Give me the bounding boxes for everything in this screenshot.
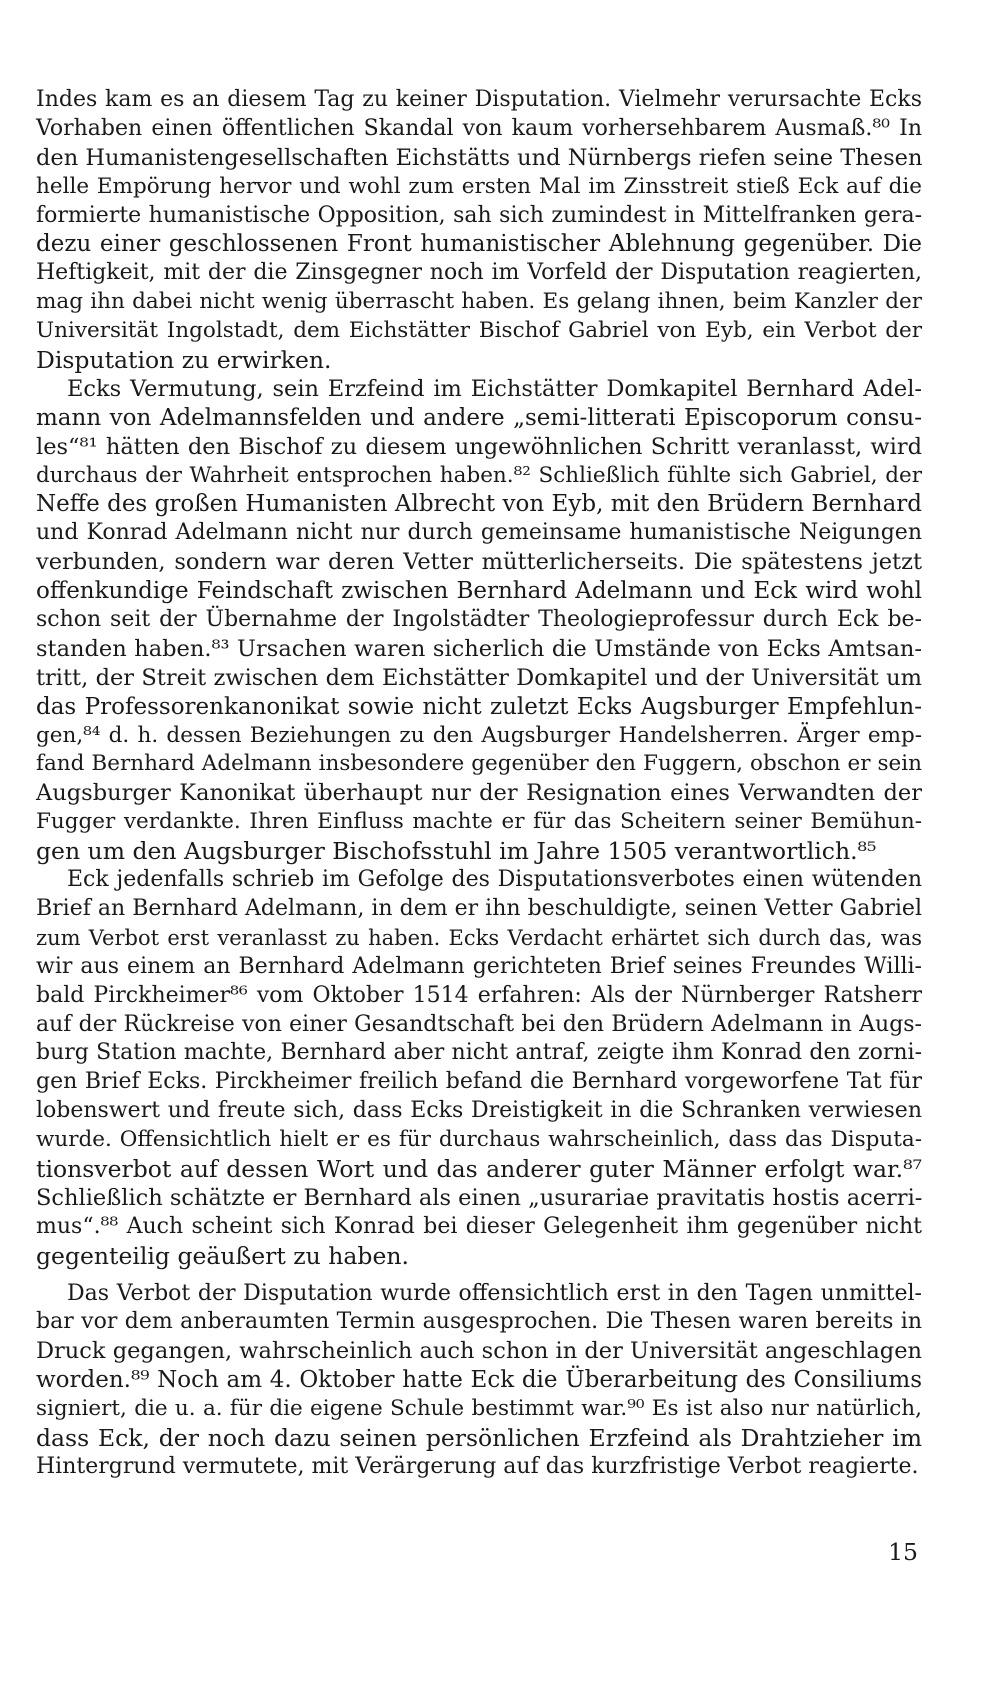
text-line: Indes kam es an diesem Tag zu keiner Disputation. Vielmehr verursachte Ecks — [36, 87, 922, 112]
text-line: mann von Adelmannsfelden und andere „semi-litterati Episcoporum consu- — [36, 404, 922, 431]
text-line: burg Station machte, Bernhard aber nicht antraf, zeigte ihm Konrad den zorni- — [36, 1040, 922, 1066]
text-line: mag ihn dabei nicht wenig überrascht haben. Es gelang ihnen, beim Kanzler der — [36, 289, 922, 315]
text-line: bald Pirckheimer⁸⁶ vom Oktober 1514 erfahren: Als der Nürnberger Ratsherr — [36, 982, 922, 1008]
paragraph-1 — [36, 86, 922, 375]
text-line: helle Empörung hervor und wohl zum ersten Mal im Zinsstreit stieß Eck auf die — [36, 173, 922, 199]
text-line: Brief an Bernhard Adelmann, in dem er ihn beschuldigte, seinen Vetter Gabriel — [36, 895, 922, 921]
text-line: wurde. Offensichtlich hielt er es für durchaus wahrscheinlich, dass das Disputa- — [36, 1127, 922, 1153]
page-number: 15 — [888, 1538, 918, 1566]
text-line: Augsburger Kanonikat überhaupt nur der Resignation eines Verwandten der — [36, 780, 922, 807]
text-line: gen um den Augsburger Bischofsstuhl im Jahre 1505 verantwortlich.⁸⁵ — [36, 837, 877, 866]
paragraph-2 — [36, 375, 922, 866]
text-line: Das Verbot der Disputation wurde offensichtlich erst in den Tagen unmittel- — [67, 1280, 922, 1306]
text-line: tritt, der Streit zwischen dem Eichstätter Domkapitel und der Universität um — [36, 664, 922, 691]
text-line: schon seit der Übernahme der Ingolstädter Theologieprofessur durch Eck be- — [36, 607, 922, 633]
text-line: Disputation zu erwirken. — [36, 346, 332, 375]
text-line: lobenswert und freute sich, dass Ecks Dreistigkeit in die Schranken verwiesen — [36, 1098, 922, 1124]
paragraph-4 — [36, 1280, 922, 1482]
text-line: Hintergrund vermutete, mit Verärgerung auf das kurzfristige Verbot reagierte. — [36, 1453, 919, 1479]
document-body — [36, 86, 922, 1482]
text-line: offenkundige Feindschaft zwischen Bernhard Adelmann und Eck wird wohl — [36, 578, 922, 605]
text-line: durchaus der Wahrheit entsprochen haben.⁸² Schließlich fühlte sich Gabriel, der — [36, 462, 922, 488]
text-line: Eck jedenfalls schrieb im Gefolge des Disputationsverbotes einen wütenden — [67, 867, 922, 893]
text-line: dezu einer geschlossenen Front humanistischer Ablehnung gegenüber. Die — [36, 231, 922, 258]
text-line: das Professorenkanonikat sowie nicht zuletzt Ecks Augsburger Empfehlun- — [36, 693, 922, 720]
text-line: und Konrad Adelmann nicht nur durch gemeinsame humanistische Neigungen — [36, 520, 922, 546]
text-line: mus“.⁸⁸ Auch scheint sich Konrad bei dieser Gelegenheit ihm gegenüber nicht — [36, 1213, 922, 1239]
text-line: Universität Ingolstadt, dem Eichstätter Bischof Gabriel von Eyb, ein Verbot der — [36, 318, 922, 344]
text-line: bar vor dem anberaumten Termin ausgesprochen. Die Thesen waren bereits in — [36, 1309, 922, 1335]
text-line: formierte humanistische Opposition, sah sich zumindest in Mittelfranken gera- — [36, 202, 922, 228]
text-line: verbunden, sondern war deren Vetter mütterlicherseits. Die spätestens jetzt — [36, 549, 922, 576]
text-line: gen Brief Ecks. Pirckheimer freilich befand die Bernhard vorgeworfene Tat für — [36, 1069, 922, 1095]
text-line: gegenteilig geäußert zu haben. — [36, 1241, 409, 1270]
paragraph-3 — [36, 866, 922, 1270]
text-line: wir aus einem an Bernhard Adelmann gerichteten Brief seines Freundes Willi- — [36, 953, 922, 979]
text-line: signiert, die u. a. für die eigene Schule bestimmt war.⁹⁰ Es ist also nur natürlich, — [36, 1396, 922, 1422]
text-line: Schließlich schätzte er Bernhard als einen „usurariae pravitatis hostis acerri- — [36, 1184, 923, 1211]
text-line: gen,⁸⁴ d. h. dessen Beziehungen zu den Augsburger Handelsherren. Ärger emp- — [36, 722, 922, 748]
text-line: den Humanistengesellschaften Eichstätts und Nürnbergs riefen seine Thesen — [36, 144, 923, 171]
text-line: Neffe des großen Humanisten Albrecht von Eyb, mit den Brüdern Bernhard — [36, 491, 922, 518]
text-line: Vorhaben einen öffentlichen Skandal von kaum vorhersehbarem Ausmaß.⁸⁰ In — [36, 115, 922, 141]
text-line: tionsverbot auf dessen Wort und das anderer guter Männer erfolgt war.⁸⁷ — [36, 1154, 922, 1183]
text-line: Heftigkeit, mit der die Zinsgegner noch im Vorfeld der Disputation reagierten, — [36, 260, 922, 286]
text-line: Fugger verdankte. Ihren Einfluss machte er für das Scheitern seiner Bemühun- — [36, 809, 922, 835]
text-line: dass Eck, der noch dazu seinen persönlichen Erzfeind als Drahtzieher im — [36, 1423, 922, 1452]
text-line: Druck gegangen, wahrscheinlich auch schon in der Universität angeschlagen — [36, 1338, 922, 1365]
text-line: zum Verbot erst veranlasst zu haben. Ecks Verdacht erhärtet sich durch das, was — [36, 925, 922, 950]
text-line: worden.⁸⁹ Noch am 4. Oktober hatte Eck die Überarbeitung des Consiliums — [36, 1367, 922, 1394]
text-line: les“⁸¹ hätten den Bischof zu diesem ungewöhnlichen Schritt veranlasst, wird — [36, 433, 922, 460]
text-line: Ecks Vermutung, sein Erzfeind im Eichstätter Domkapitel Bernhard Adel- — [67, 375, 922, 402]
text-line: fand Bernhard Adelmann insbesondere gegenüber den Fuggern, obschon er sein — [36, 751, 922, 777]
text-line: auf der Rückreise von einer Gesandtschaft bei den Brüdern Adelmann in Augs- — [36, 1011, 922, 1037]
text-line: standen haben.⁸³ Ursachen waren sicherlich die Umstände von Ecks Amtsan- — [36, 635, 922, 662]
